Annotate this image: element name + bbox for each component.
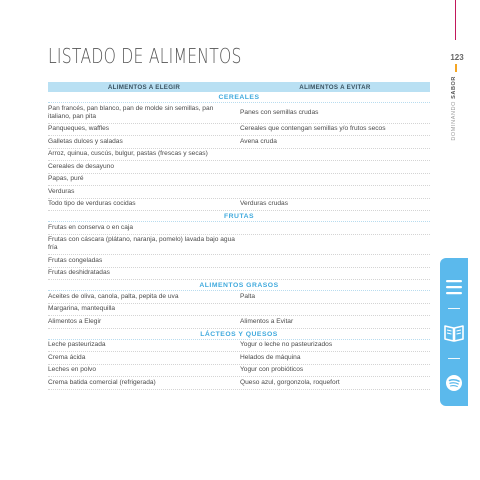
table-row	[48, 103, 430, 124]
food-to-avoid: Cereales que contengan semillas y/o frutos secos	[240, 125, 386, 132]
food-to-choose: Crema batida comercial (refrigerada)	[48, 378, 156, 386]
food-to-avoid: Alimentos a Evitar	[240, 317, 294, 325]
page-number: 123	[450, 53, 464, 62]
food-to-choose: Frutas deshidratadas	[48, 269, 110, 276]
table-row	[48, 235, 430, 256]
food-to-avoid: Panes con semillas crudas	[240, 108, 319, 116]
food-to-avoid	[240, 224, 430, 232]
food-to-choose: Frutas congeladas	[48, 256, 103, 264]
side-label-bold: SABOR	[451, 76, 457, 99]
table-row	[48, 174, 430, 187]
side-label	[451, 76, 457, 141]
food-to-choose: Alimentos a Elegir	[48, 317, 102, 325]
food-to-choose: Galletas dulces y saladas	[48, 137, 123, 145]
food-to-avoid: Palta	[240, 292, 256, 300]
table-row	[48, 161, 430, 174]
side-label-light: DOMINANDO	[451, 101, 457, 141]
food-to-avoid	[240, 175, 430, 183]
spotify-button[interactable]	[440, 368, 468, 398]
food-to-avoid: Queso azul, gorgonzola, roquefort	[240, 378, 340, 386]
table-row	[48, 149, 430, 162]
table-row	[48, 222, 430, 235]
table-header	[48, 82, 430, 92]
food-to-choose: Todo tipo de verduras cocidas	[48, 200, 136, 207]
food-table	[48, 82, 430, 390]
table-row	[48, 136, 430, 149]
food-to-choose: Margarina, mantequilla	[48, 305, 116, 312]
book-button[interactable]	[440, 318, 468, 348]
food-to-choose: Cereales de desayuno	[48, 162, 114, 170]
food-to-avoid: Verduras crudas	[240, 200, 289, 207]
page-title: LISTADO DE ALIMENTOS	[48, 44, 242, 68]
top-accent-line	[455, 0, 456, 40]
table-row	[48, 291, 430, 304]
food-to-choose: Frutas con cáscara (plátano, naranja, pomelo) lavada bajo agua fría	[48, 236, 235, 251]
table-row	[48, 199, 430, 212]
table-row	[48, 340, 430, 353]
food-to-choose: Panqueques, waffles	[48, 125, 110, 132]
food-to-avoid	[240, 150, 430, 158]
food-to-avoid	[240, 257, 430, 265]
food-to-choose: Leches en polvo	[48, 366, 97, 373]
food-to-choose: Frutas en conserva o en caja	[48, 223, 134, 231]
food-to-choose: Leche pasteurizada	[48, 341, 106, 348]
header-avoid: ALIMENTOS A EVITAR	[299, 83, 371, 91]
food-to-avoid	[240, 269, 430, 277]
food-to-choose: Aceites de oliva, canola, palta, pepita de uva	[48, 292, 179, 300]
page-number-mark	[455, 64, 457, 72]
table-row	[48, 186, 430, 199]
food-to-avoid	[240, 163, 430, 171]
food-to-choose: Verduras	[48, 187, 75, 195]
food-to-avoid: Helados de máquina	[240, 353, 301, 361]
table-row	[48, 352, 430, 365]
section-heading: FRUTAS	[48, 211, 430, 222]
section-heading: CEREALES	[48, 92, 430, 103]
table-row	[48, 124, 430, 137]
table-row	[48, 255, 430, 268]
spotify-icon	[440, 368, 468, 398]
table-row	[48, 377, 430, 390]
food-to-avoid: Yogur o leche no pasteurizados	[240, 341, 333, 348]
food-to-choose: Arroz, quinua, cuscús, bulgur, pastas (frescas y secas)	[48, 150, 208, 157]
nav-divider	[448, 358, 460, 359]
section-heading: LÁCTEOS Y QUESOS	[48, 329, 430, 340]
header-choose: ALIMENTOS A ELEGIR	[107, 83, 181, 91]
book-icon	[440, 318, 468, 348]
food-to-avoid: Yogur con probióticos	[240, 366, 304, 373]
table-row	[48, 268, 430, 281]
food-to-choose: Pan francés, pan blanco, pan de molde sin semillas, pan italiano, pan pita	[48, 104, 214, 120]
nav-divider	[448, 308, 460, 309]
section-heading: ALIMENTOS GRASOS	[48, 280, 430, 291]
side-nav	[440, 258, 468, 406]
food-to-avoid	[240, 236, 430, 252]
food-to-choose: Crema ácida	[48, 353, 86, 361]
food-to-choose: Papas, puré	[48, 175, 84, 182]
food-to-avoid: Avena cruda	[240, 137, 277, 145]
table-row	[48, 304, 430, 317]
table-row	[48, 316, 430, 329]
menu-icon	[440, 272, 468, 302]
food-to-avoid	[240, 188, 430, 196]
food-to-avoid	[240, 305, 430, 313]
table-row	[48, 365, 430, 378]
menu-button[interactable]	[440, 272, 468, 302]
